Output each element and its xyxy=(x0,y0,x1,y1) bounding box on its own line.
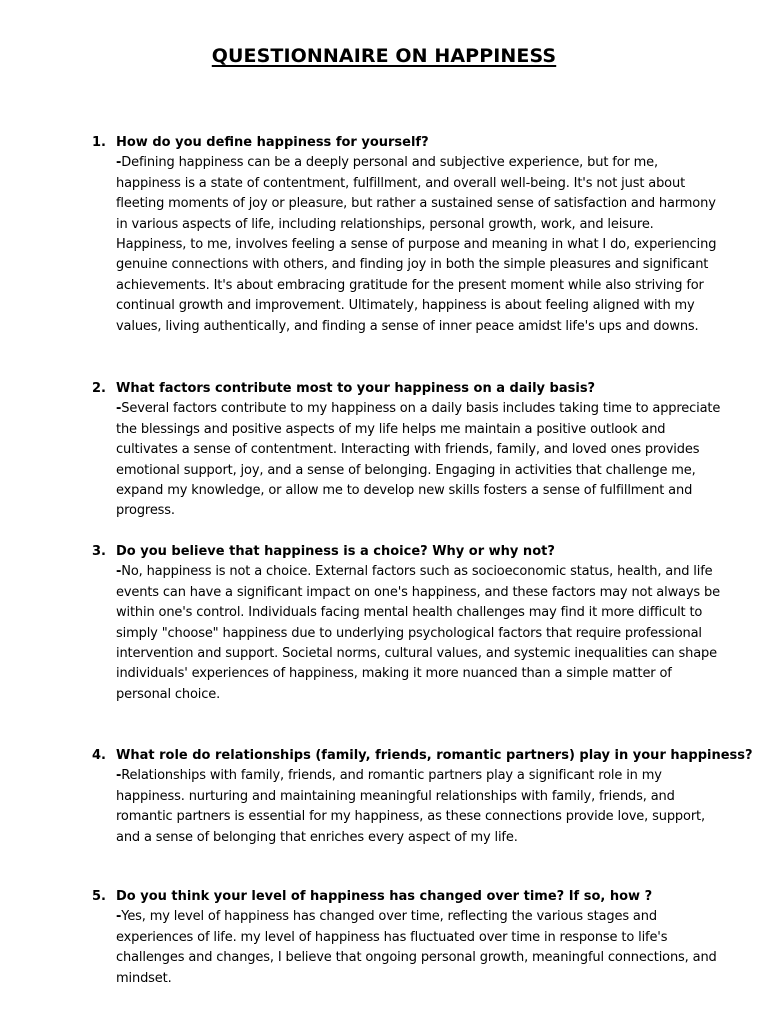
answer-text xyxy=(116,766,724,848)
question-number: 1. xyxy=(92,135,106,150)
answer-body: No, happiness is not a choice. External factors such as socioeconomic status, health, and life events can have a significant impact on one's happiness, and these factors may not always be within one's control. Individuals facing mental health challenges may find it more difficult to simply "choose" happiness due to underlying psychological factors that require professional intervention and support. Societal norms, cultural values, and systemic inequalities can shape individuals' experiences of happiness, making it more nuanced than a simple matter of personal choice. xyxy=(116,564,720,702)
question-text: What factors contribute most to your happiness on a daily basis? xyxy=(116,381,596,396)
question-number: 5. xyxy=(92,889,106,904)
answer-dash: - xyxy=(116,909,122,925)
answer-body: Defining happiness can be a deeply personal and subjective experience, but for me, happiness is a state of contentment, fulfillment, and overall well-being. It's not just about fleeting moments of joy or pleasure, but rather a sustained sense of satisfaction and harmony in various aspects of life, including relationships, personal growth, work, and leisure. Happiness, to me, involves feeling a sense of purpose and meaning in what I do, experiencing genuine connections with others, and finding joy in both the simple pleasures and significant achievements. It's about embracing gratitude for the present moment while also striving for continual growth and improvement. Ultimately, happiness is about feeling aligned with my values, living authentically, and finding a sense of inner peace amidst life's ups and downs. xyxy=(116,155,717,334)
answer-dash: - xyxy=(116,155,122,171)
answer-text xyxy=(116,153,724,337)
answer-body: Several factors contribute to my happiness on a daily basis includes taking time to appreciate the blessings and positive aspects of my life helps me maintain a positive outlook and cultivates a sense of contentment. Interacting with friends, family, and loved ones provides emotional support, joy, and a sense of belonging. Engaging in activities that challenge me, expand my knowledge, or allow me to develop new skills fosters a sense of fulfillment and progress. xyxy=(116,401,721,519)
question-text: How do you define happiness for yourself? xyxy=(116,135,429,150)
question-text: What role do relationships (family, friends, romantic partners) play in your happiness? xyxy=(116,748,753,763)
question-body xyxy=(116,133,724,337)
question-number: 2. xyxy=(92,381,106,396)
answer-text xyxy=(116,562,724,705)
answer-dash: - xyxy=(116,564,122,580)
question-number: 3. xyxy=(92,544,106,559)
answer-dash: - xyxy=(116,768,122,784)
question-body xyxy=(116,887,724,989)
answer-body: Relationships with family, friends, and romantic partners play a significant role in my happiness. nurturing and maintaining meaningful relationships with family, friends, and romantic partners is essential for my happiness, as these connections provide love, support, and a sense of belonging that enriches every aspect of my life. xyxy=(116,768,705,845)
question-body xyxy=(116,379,724,522)
answer-text xyxy=(116,907,724,989)
document-title: QUESTIONNAIRE ON HAPPINESS xyxy=(211,45,557,67)
answer-dash: - xyxy=(116,401,122,417)
answer-body: Yes, my level of happiness has changed over time, reflecting the various stages and experiences of life. my level of happiness has fluctuated over time in response to life's challenges and changes, I believe that ongoing personal growth, meaningful connections, and mindset. xyxy=(116,909,717,986)
question-text: Do you think your level of happiness has changed over time? If so, how ? xyxy=(116,889,653,904)
question-body xyxy=(116,542,724,705)
question-body xyxy=(116,746,753,848)
question-text: Do you believe that happiness is a choice? Why or why not? xyxy=(116,544,555,559)
question-number: 4. xyxy=(92,748,106,763)
answer-text xyxy=(116,399,724,521)
